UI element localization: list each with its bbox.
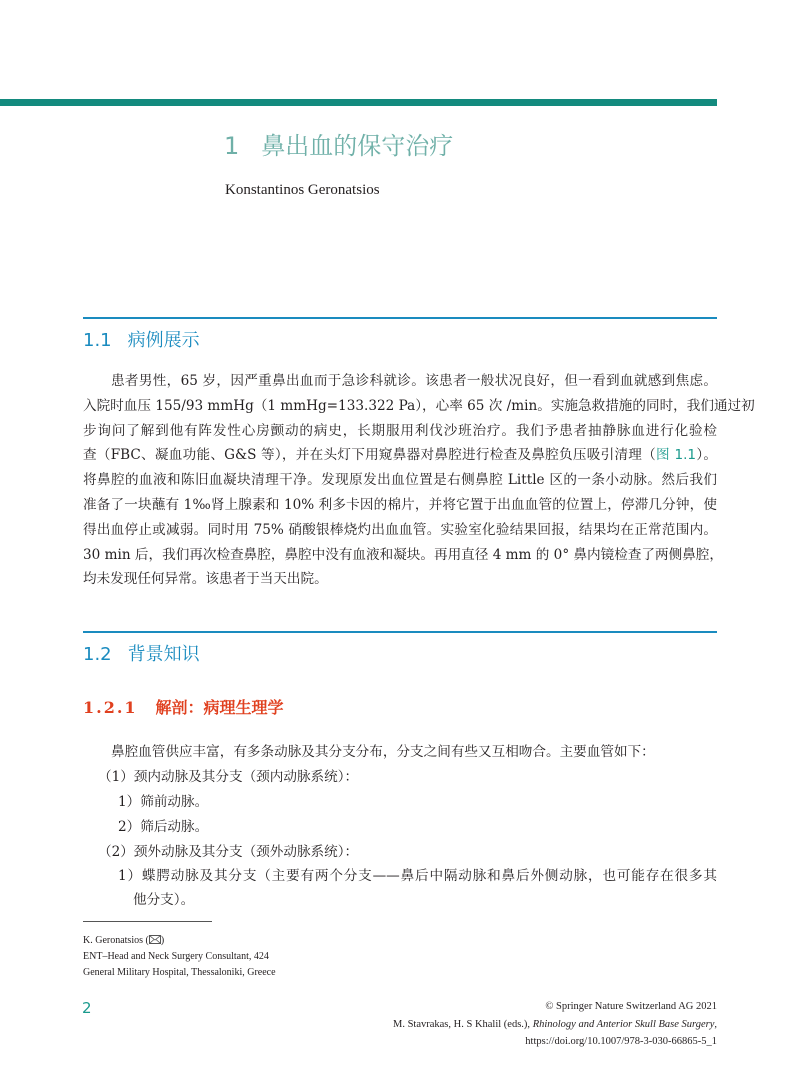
footnote-rule	[83, 921, 212, 922]
paragraph-line: 患者男性，65 岁，因严重鼻出血而于急诊科就诊。该患者一般状况良好，但一看到血就感到焦虑。	[111, 373, 717, 389]
list-item: （2）颈外动脉及其分支（颈外动脉系统）：	[98, 844, 359, 860]
copyright-line: © Springer Nature Switzerland AG 2021	[545, 1001, 717, 1012]
list-subitem-continued: 他分支）。	[133, 892, 195, 908]
paragraph-line: 准备了一块蘸有 1‰肾上腺素和 10% 利多卡因的棉片，并将它置于出血血管的位置上，停滞几分钟，使	[83, 496, 717, 513]
footnote-author	[83, 935, 164, 946]
section-heading-1-2	[83, 640, 200, 666]
citation-punct: ,	[714, 1019, 717, 1030]
footnote-name-close: )	[160, 935, 165, 946]
paragraph-line: 入院时血压 155/93 mmHg（1 mmHg=133.322 Pa），心率 65 次 /min。实施急救措施的同时，我们通过初	[83, 397, 755, 414]
section-heading-1-1	[83, 326, 200, 352]
paragraph-line-text: 查（FBC、凝血功能、G&S 等），并在头灯下用窥鼻器对鼻腔进行检查及鼻腔负压吸引清理（	[83, 447, 657, 464]
paragraph-line-text: ）。	[696, 447, 717, 464]
section-title: 病例展示	[127, 330, 200, 351]
list-subitem: 1）筛前动脉。	[118, 794, 209, 810]
footnote-affiliation: ENT–Head and Neck Surgery Consultant, 424	[83, 951, 269, 962]
subsection-number: 1.2.1	[83, 698, 138, 717]
section-number: 1.1	[83, 330, 112, 351]
paragraph-line: 得出血停止或减弱。同时用 75% 硝酸银棒烧灼出血血管。实验室化验结果回报，结果均在正常范围内。	[83, 521, 717, 538]
paragraph-line: 均未发现任何异常。该患者于当天出院。	[83, 571, 328, 588]
chapter-top-bar	[0, 99, 717, 106]
figure-link[interactable]: 图 1.1	[656, 447, 697, 464]
subsection-heading	[83, 695, 284, 718]
citation-editors: M. Stavrakas, H. S Khalil (eds.),	[392, 1019, 533, 1030]
list-subitem: 1）蝶腭动脉及其分支（主要有两个分支——鼻后中隔动脉和鼻后外侧动脉，也可能存在很多其	[118, 868, 717, 884]
list-item: （1）颈内动脉及其分支（颈内动脉系统）：	[98, 769, 359, 785]
section-rule	[83, 631, 717, 633]
paragraph-line: 30 min 后，我们再次检查鼻腔，鼻腔中没有血液和凝块。再用直径 4 mm 的 0° 鼻内镜检查了两侧鼻腔，	[83, 546, 723, 563]
chapter-author: Konstantinos Geronatsios	[225, 182, 380, 198]
citation-line	[393, 1019, 717, 1030]
section-title: 背景知识	[127, 644, 200, 665]
anatomy-intro: 鼻腔血管供应丰富，有多条动脉及其分支分布，分支之间有些又互相吻合。主要血管如下：	[111, 744, 655, 760]
chapter-title-text: 鼻出血的保守治疗	[261, 132, 454, 160]
paragraph-line: 将鼻腔的血液和陈旧血凝块清理干净。发现原发出血位置是右侧鼻腔 Little 区的一条小动脉。然后我们	[83, 472, 717, 489]
footnote-affiliation: General Military Hospital, Thessaloniki, Greece	[83, 967, 276, 978]
chapter-number: 1	[224, 132, 240, 160]
paragraph-line: 步询问了解到他有阵发性心房颤动的病史，长期服用利伐沙班治疗。我们予患者抽静脉血进行化验检	[83, 422, 717, 439]
section-number: 1.2	[83, 644, 112, 665]
doi-link[interactable]: https://doi.org/10.1007/978-3-030-66865-5_1	[525, 1036, 717, 1047]
paragraph-line	[83, 443, 717, 468]
citation-book-title: Rhinology and Anterior Skull Base Surgery	[532, 1019, 715, 1030]
footnote-name: K. Geronatsios (	[83, 935, 149, 946]
envelope-icon[interactable]	[149, 935, 161, 944]
subsection-title: 解剖：病理生理学	[155, 698, 284, 717]
section-rule	[83, 317, 717, 319]
chapter-title	[224, 126, 453, 161]
list-subitem: 2）筛后动脉。	[118, 819, 209, 835]
case-paragraph	[83, 369, 755, 592]
page-number: 2	[82, 999, 92, 1017]
